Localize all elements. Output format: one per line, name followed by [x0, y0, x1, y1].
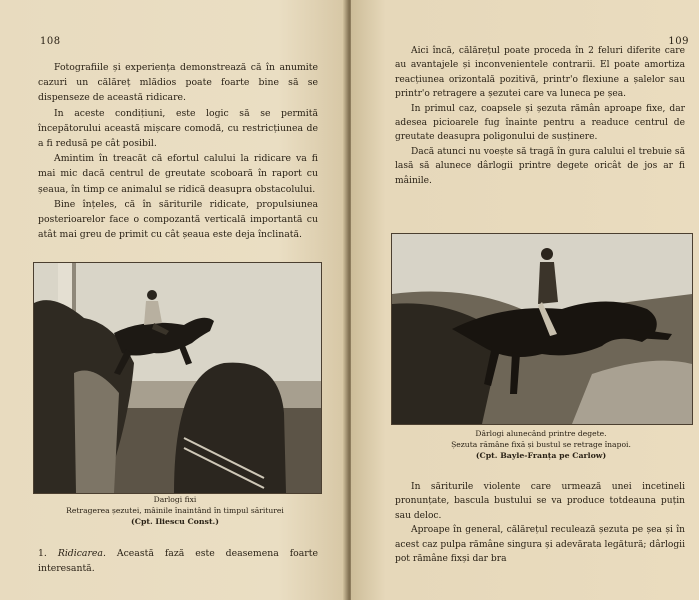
body-text — [38, 60, 318, 242]
caption-line: Retragerea șezutei, mâinile înaintând în timpul săriturei — [66, 506, 284, 515]
left-page — [0, 0, 348, 600]
paragraph: Aici încă, călărețul poate proceda în 2 feluri diferite care au avantajele și inconvenientele contrarii. El poate amortiza reacțiunea orizontală pozitivă, printr'o flexiune a șalelor sau printr'o retragere a șezutei care va luneca pe șea. — [395, 46, 685, 100]
footer-number: 1. — [38, 548, 47, 559]
caption-attribution: (Cpt. Iliescu Const.) — [131, 517, 219, 526]
caption-title: Darlogi fixi — [153, 495, 197, 504]
paragraph: Dacă atunci nu voește să tragă în gura calului el trebuie să lasă să alunece dârlogii printre degete oricât de jos ar fi mâinile. — [395, 146, 685, 186]
paragraph: Bine înțeles, că în săriturile ridicate, propulsiunea posterioarelor face o compozantă verticală importantă cu atât mai greu de primit cu cât șeaua este deja înclinată. — [38, 198, 318, 241]
photo-caption — [391, 428, 691, 461]
page-number: 108 — [40, 36, 61, 47]
footer-text — [38, 546, 318, 576]
body-text — [395, 44, 685, 188]
paragraph: Fotografiile și experiența demonstrează că în anumite cazuri un călăreț mlădios poate foarte bine să se dispenseze de această ridicare. — [38, 62, 318, 104]
footer-body: Această fază este deasemena foarte interesantă. — [38, 548, 318, 575]
caption-attribution: (Cpt. Bayle-Franța pe Carlow) — [475, 451, 607, 460]
photo-caption — [30, 494, 320, 527]
caption-line: Șezuta rămâne fixă și bustul se retrage înapoi. — [451, 440, 631, 449]
horse-jump-illustration — [34, 263, 321, 493]
paragraph: Aproape în general, călărețul reculează șezuta pe șea și în acest caz pulpa rămâne singura și adevărata legătură; dârlogii pot rămâne fixși dar bra — [395, 525, 685, 565]
paragraph: In aceste condițiuni, este logic să se permită începătorului această mișcare comodă, cu restricțiunea de a fi redusă pe cât posibil. — [38, 107, 318, 150]
footer-term: Ridicarea. — [57, 548, 106, 559]
rider-landing-photo — [391, 233, 693, 425]
footer-paragraph — [38, 546, 318, 576]
page-number: 109 — [668, 36, 689, 47]
paragraph: In primul caz, coapsele și șezuta rămân aproape fixe, dar adesea picioarele fug înainte pentru a readuce centrul de greutate deasupra poligonului de susținere. — [395, 103, 685, 143]
body-text-lower — [395, 480, 685, 566]
paragraph: In săriturile violente care urmează unei incetineli pronunțate, bascula bustului se va produce totdeauna puțin sau deloc. — [395, 482, 685, 521]
paragraph: Amintim în treacăt că efortul calului la ridicare va fi mai mic dacă centrul de greutate scoboară în raport cu șeaua, în timp ce animalul se ridică deasupra obstacolului. — [38, 153, 318, 195]
caption-title: Dârlogi alunecând printre degete. — [475, 429, 607, 438]
horse-jump-photo — [33, 262, 322, 494]
rider-landing-illustration — [392, 234, 692, 424]
right-page — [351, 0, 699, 600]
